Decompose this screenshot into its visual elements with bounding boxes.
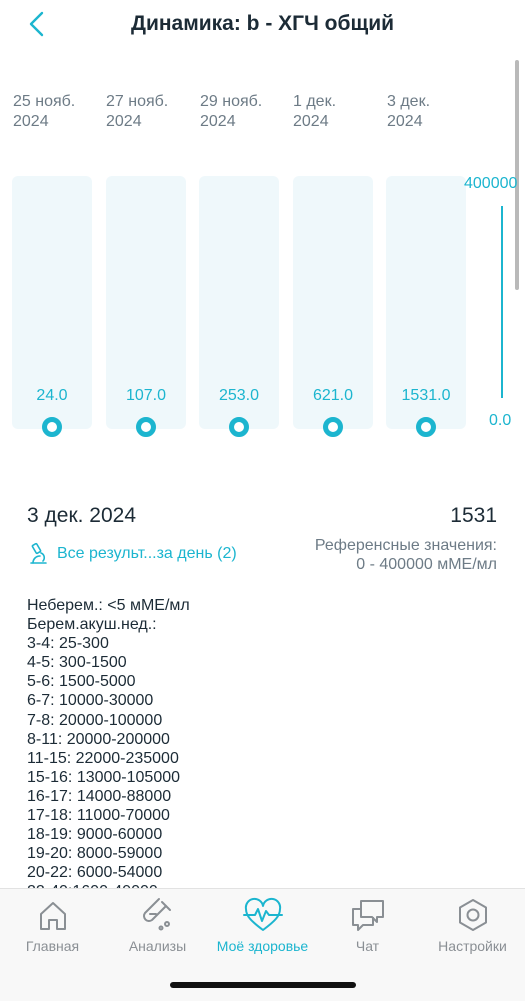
data-point[interactable] xyxy=(229,417,249,437)
tab-home[interactable] xyxy=(0,897,105,957)
note-line: 17-18: 11000-70000 xyxy=(27,807,170,825)
note-line: 20-22: 6000-54000 xyxy=(27,864,163,882)
note-line: 11-15: 22000-235000 xyxy=(27,749,179,767)
note-line: 19-20: 8000-59000 xyxy=(27,845,163,863)
tab-label: Главная xyxy=(25,938,80,954)
reference-title: Референсные значения: xyxy=(314,537,497,554)
home-indicator xyxy=(170,982,356,988)
tab-label: Чат xyxy=(355,938,380,954)
data-point[interactable] xyxy=(323,417,343,437)
home-icon xyxy=(36,897,70,935)
note-line: 5-6: 1500-5000 xyxy=(27,673,136,691)
all-results-label: Все результ...за день (2) xyxy=(57,545,237,562)
note-line: 3-4: 25-300 xyxy=(27,635,109,653)
date-label: 3 дек. 2024 xyxy=(387,93,431,130)
date-label: 27 нояб. 2024 xyxy=(106,93,169,130)
y-axis-min-label: 0.0 xyxy=(489,412,512,429)
tab-tests[interactable] xyxy=(105,897,210,957)
tab-label: Моё здоровье xyxy=(216,938,309,954)
tab-label: Настройки xyxy=(438,938,507,954)
date-label: 25 нояб. 2024 xyxy=(13,93,76,130)
data-point[interactable] xyxy=(136,417,156,437)
note-line: Берем.акуш.нед.: xyxy=(27,616,157,634)
data-label: 621.0 xyxy=(312,387,354,404)
all-results-link[interactable] xyxy=(27,542,237,566)
note-line: 7-8: 20000-100000 xyxy=(27,711,163,729)
tab-label: Анализы xyxy=(128,938,187,954)
note-line: 15-16: 13000-105000 xyxy=(27,768,181,786)
selected-value: 1531 xyxy=(450,504,497,527)
reference-range: 0 - 400000 мМЕ/мл xyxy=(356,556,497,573)
heart-pulse-icon xyxy=(243,897,283,935)
data-point[interactable] xyxy=(416,417,436,437)
test-tube-icon xyxy=(141,897,175,935)
chat-icon xyxy=(349,897,387,935)
note-line: 16-17: 14000-88000 xyxy=(27,787,172,805)
tab-settings[interactable] xyxy=(420,897,525,957)
date-label: 29 нояб. 2024 xyxy=(200,93,263,130)
data-label: 24.0 xyxy=(36,387,68,404)
date-label: 1 дек. 2024 xyxy=(293,93,337,130)
tab-chat[interactable] xyxy=(315,897,420,957)
data-label: 107.0 xyxy=(125,387,167,404)
y-axis-max-label: 400000 xyxy=(464,175,518,192)
note-line: 6-7: 10000-30000 xyxy=(27,692,154,710)
tab-my-health[interactable] xyxy=(210,897,315,957)
note-line: 4-5: 300-1500 xyxy=(27,654,127,672)
data-point[interactable] xyxy=(42,417,62,437)
reference-notes xyxy=(27,596,487,888)
microscope-icon xyxy=(27,542,49,566)
data-label: 253.0 xyxy=(218,387,260,404)
page-title: Динамика: b - ХГЧ общий xyxy=(130,12,395,35)
note-line: 18-19: 9000-60000 xyxy=(27,826,163,844)
note-line: 8-11: 20000-200000 xyxy=(27,730,170,748)
settings-icon xyxy=(455,897,491,935)
note-line: Неберем.: <5 мМЕ/мл xyxy=(27,597,190,614)
data-label: 1531.0 xyxy=(401,387,451,404)
y-axis-line xyxy=(501,206,503,398)
header xyxy=(0,0,525,52)
selected-date: 3 дек. 2024 xyxy=(27,504,137,527)
